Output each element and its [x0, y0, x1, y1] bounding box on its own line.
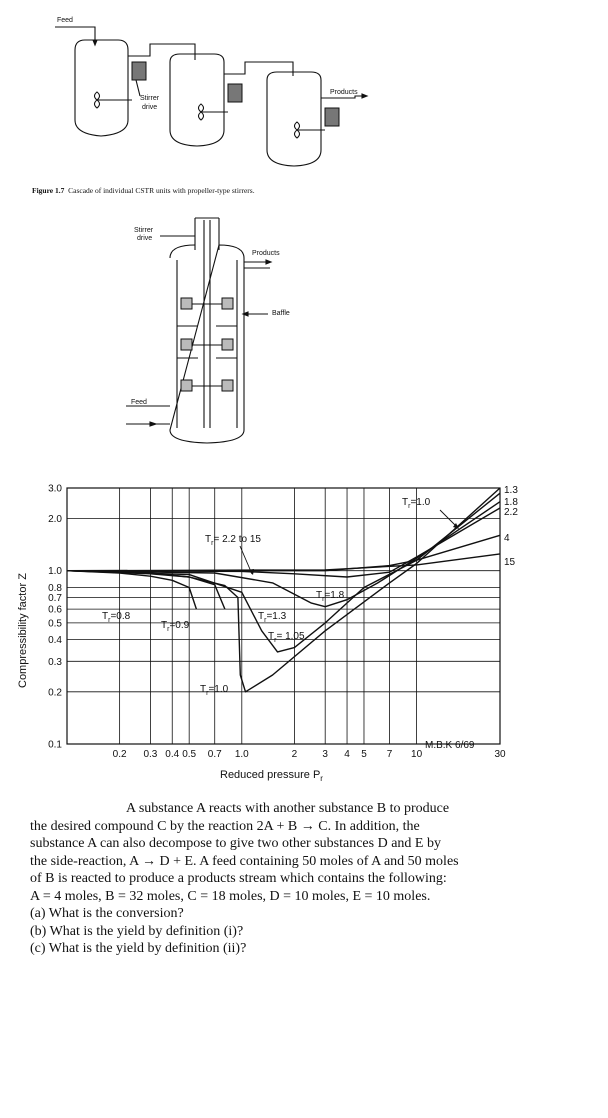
annotation-tr-1-0-top: $T_r=1.0$ — [402, 497, 431, 510]
compressibility-chart — [0, 470, 608, 790]
chart-credit: M.B.K 6/69 — [425, 740, 475, 751]
y-tick-label: 0.5 — [48, 618, 62, 630]
y-tick-label: 0.7 — [48, 593, 62, 605]
fig17-feed-label: Feed — [57, 17, 73, 24]
x-tick-label: 10 — [411, 749, 423, 760]
impeller-blade — [222, 380, 233, 391]
x-tick-label: 0.5 — [182, 749, 197, 760]
annotation-tr-range: $T_r= 2.2$ to 15 — [205, 534, 261, 547]
reactor-baffle-label: Baffle — [272, 310, 290, 317]
impeller-blade — [181, 339, 192, 350]
x-tick-label: 1.0 — [234, 749, 249, 760]
fig17-products-label: Products — [330, 89, 358, 96]
series-line-t-r-15 — [67, 554, 500, 571]
stirrer-drive-1 — [132, 62, 146, 80]
y-tick-label: 0.1 — [48, 739, 62, 751]
problem-line: of B is reacted to produce a products stream which contains the following: — [30, 871, 447, 886]
fig17-caption: Figure 1.7 Cascade of individual CSTR units with propeller-type stirrers. — [32, 186, 255, 195]
x-tick-label: 0.3 — [143, 749, 158, 760]
stirrer-drive-2 — [228, 84, 242, 102]
impeller-blade — [181, 298, 192, 309]
right-curve-label: 2.2 — [504, 507, 518, 518]
impeller-blade — [222, 339, 233, 350]
annotation-tr-1-0-bottom: $T_r=1.0$ — [200, 684, 229, 697]
right-curve-label: 1.3 — [504, 485, 518, 496]
series-line-t-r-4 — [67, 535, 500, 570]
y-tick-label: 0.4 — [48, 635, 62, 647]
reactor-feed-label: Feed — [131, 399, 147, 406]
y-tick-label: 1.0 — [48, 566, 62, 578]
cstr-cascade-figure — [0, 0, 608, 200]
x-tick-label: 7 — [386, 749, 393, 760]
annotation-tr-1-8: $T_r=1.8$ — [316, 590, 345, 603]
reactor-stirrer-label-2: drive — [137, 235, 153, 242]
x-tick-label: 0.4 — [165, 749, 180, 760]
y-tick-label: 3.0 — [48, 483, 62, 495]
reactor-products-label: Products — [252, 250, 280, 257]
vessel-3 — [267, 72, 321, 166]
x-tick-label: 4 — [344, 749, 350, 760]
baffled-reactor-figure — [0, 200, 608, 450]
reactor-stirrer-label-1: Stirrer — [134, 227, 154, 234]
right-curve-label: 15 — [504, 557, 516, 568]
x-tick-label: 0.2 — [112, 749, 127, 760]
fig17-stirrer-label-2: drive — [142, 104, 158, 111]
annotation-tr-1-05: $T_r= 1.05$ — [268, 631, 305, 644]
x-tick-label: 5 — [361, 749, 367, 760]
y-tick-label: 0.3 — [48, 656, 62, 668]
impeller-blade — [181, 380, 192, 391]
x-axis-label: Reduced pressure $P_r$ — [220, 769, 323, 783]
problem-line: the desired compound C by the reaction 2A + B → C. In addition, the — [30, 818, 420, 834]
stirrer-drive-3 — [325, 108, 339, 126]
annotation-tr-0-8: $T_r=0.8$ — [102, 611, 131, 624]
feed-arrow — [93, 40, 97, 45]
annotation-tr-0-9: $T_r=0.9$ — [161, 620, 190, 633]
problem-line: substance A can also decompose to give two other substances D and E by — [30, 836, 441, 851]
vessel-2 — [170, 54, 224, 146]
y-tick-label: 0.8 — [48, 582, 62, 594]
series-line-t-r-1-05 — [67, 493, 500, 652]
y-axis-label: Compressibility factor Z — [17, 573, 29, 688]
x-tick-label: 2 — [291, 749, 298, 760]
series-line-t-r-0-9 — [67, 571, 225, 609]
y-tick-label: 0.6 — [48, 604, 62, 616]
impeller-blade — [222, 298, 233, 309]
y-tick-label: 0.2 — [48, 687, 62, 699]
x-tick-label: 0.7 — [207, 749, 222, 760]
question-c: (c) What is the yield by definition (ii)? — [30, 941, 247, 956]
problem-statement — [30, 800, 526, 958]
problem-line: A substance A reacts with another substance B to produce — [126, 801, 450, 816]
annotation-tr-1-3: $T_r=1.3$ — [258, 611, 287, 624]
problem-line: A = 4 moles, B = 32 moles, C = 18 moles, D = 10 moles, E = 10 moles. — [30, 888, 431, 904]
right-curve-label: 4 — [504, 533, 510, 544]
right-curve-label: 1.8 — [504, 497, 518, 508]
fig17-stirrer-label-1: Stirrer — [140, 95, 160, 102]
x-tick-label: 30 — [494, 749, 506, 760]
x-tick-label: 3 — [322, 749, 328, 760]
question-a: (a) What is the conversion? — [30, 906, 184, 921]
y-tick-label: 2.0 — [48, 514, 62, 526]
vessel-1 — [75, 40, 128, 136]
question-b: (b) What is the yield by definition (i)? — [30, 923, 244, 939]
problem-line: the side-reaction, A → D + E. A feed containing 50 moles of A and 50 moles — [30, 853, 459, 869]
